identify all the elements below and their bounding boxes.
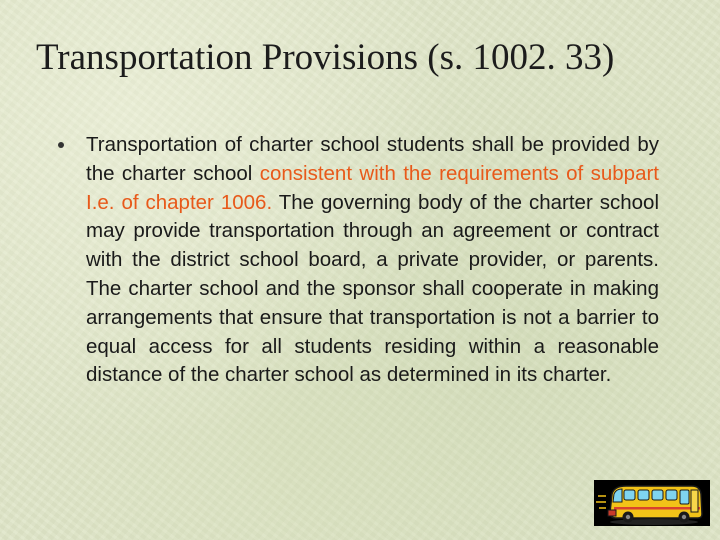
body-paragraph: [86, 131, 659, 390]
body-text-highlight: consistent with the requirements of subpart I.e. of chapter 1006.: [86, 161, 659, 214]
school-bus-icon: [594, 480, 710, 526]
bullet-dot-icon: [58, 142, 64, 148]
body-text-part2: The governing body of the charter school may provide transportation through an agreement or contract with the district school board, a private provider, or parents. The charter school and the sponsor shall cooperate in making arrangements that ensure that transportation is not a barrier to equal access for all students residing within a reasonable distance of the charter school as determined in its charter.: [86, 190, 659, 387]
slide-title: Transportation Provisions (s. 1002. 33): [36, 37, 615, 78]
body-text-part1: Transportation of charter school students shall be provided by the charter school: [86, 133, 659, 185]
